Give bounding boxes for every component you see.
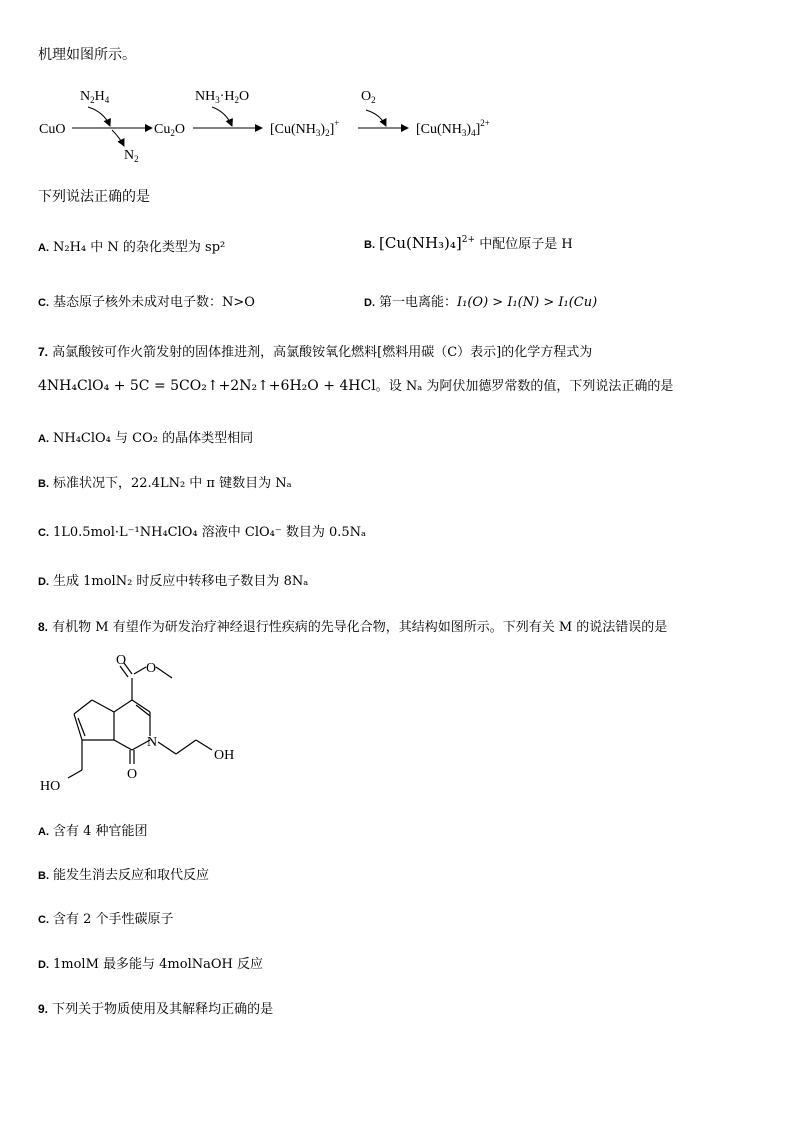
atom-ho: HO xyxy=(40,779,61,794)
scheme-complex-1: $[Cu(NH_3)_2]^+$ xyxy=(270,118,340,138)
curved-arrow-out-1 xyxy=(112,130,124,146)
question-number: 9. xyxy=(38,1002,49,1016)
q6-option-c[interactable] xyxy=(38,291,255,310)
molecule-m-structure xyxy=(30,650,270,800)
option-label: A. xyxy=(38,433,49,445)
q8-option-b[interactable] xyxy=(38,864,209,883)
option-label: D. xyxy=(364,297,375,309)
atom-oh: OH xyxy=(214,748,235,763)
q7-equation-line xyxy=(38,375,673,394)
atom-o-carbonyl: O xyxy=(116,653,127,668)
reaction-scheme xyxy=(0,80,794,170)
scheme-cu2o: $Cu_2O$ xyxy=(154,122,185,138)
q6-stem: 下列说法正确的是 xyxy=(38,189,150,205)
option-charge: 2+ xyxy=(461,235,476,245)
q7-option-d[interactable] xyxy=(38,570,308,589)
option-label: A. xyxy=(38,826,49,838)
question-text: 高氯酸铵可作火箭发射的固体推进剂，高氯酸铵氧化燃料[燃料用碳（C）表示]的化学方程式为 xyxy=(52,345,593,360)
option-label: D. xyxy=(38,576,49,588)
option-label: B. xyxy=(364,239,375,251)
question-number: 8. xyxy=(38,620,49,634)
option-text: 能发生消去反应和取代反应 xyxy=(53,868,210,883)
option-formula: [Cu(NH₃)₄] xyxy=(379,234,462,252)
q7-option-b[interactable] xyxy=(38,472,292,491)
q6-option-d[interactable] xyxy=(364,291,597,310)
option-text: 基态原子核外未成对电子数：N>O xyxy=(53,295,255,310)
option-label: B. xyxy=(38,478,49,490)
option-label: C. xyxy=(38,527,49,539)
q8-option-d[interactable] xyxy=(38,953,263,972)
atom-o-ester: O xyxy=(146,661,157,676)
scheme-o2: $O_2$ xyxy=(361,89,376,105)
scheme-n2h4: $N_2H_4$ xyxy=(80,89,110,105)
q8-option-a[interactable] xyxy=(38,820,148,839)
q9-stem xyxy=(38,998,273,1017)
intro-text: 机理如图所示。 xyxy=(38,47,136,63)
q7-option-a[interactable] xyxy=(38,427,253,446)
curved-arrow-in-1 xyxy=(88,107,110,126)
q8-option-c[interactable] xyxy=(38,908,174,927)
option-label: B. xyxy=(38,870,49,882)
q8-stem xyxy=(38,616,667,635)
option-text: 含有 2 个手性碳原子 xyxy=(53,912,174,927)
scheme-n2: $N_2$ xyxy=(124,148,139,164)
option-text: 第一电离能： xyxy=(379,295,458,310)
question-number: 7. xyxy=(38,345,49,359)
curved-arrow-in-3 xyxy=(366,110,386,126)
option-text: 中配位原子是 H xyxy=(479,237,573,252)
option-label: D. xyxy=(38,959,49,971)
option-label: C. xyxy=(38,914,49,926)
q7-stem xyxy=(38,341,592,360)
q6-option-a[interactable] xyxy=(38,236,225,255)
option-text: NH₄ClO₄ 与 CO₂ 的晶体类型相同 xyxy=(53,431,254,446)
atom-n: N xyxy=(147,735,158,750)
option-text: 标准状况下，22.4LN₂ 中 π 键数目为 Nₐ xyxy=(53,476,292,491)
option-text: 含有 4 种官能团 xyxy=(53,824,148,839)
q6-option-b[interactable] xyxy=(364,233,573,252)
option-text: 生成 1molN₂ 时反应中转移电子数目为 8Nₐ xyxy=(53,574,309,589)
option-text: N₂H₄ 中 N 的杂化类型为 sp² xyxy=(53,240,226,255)
option-formula: I₁(O) > I₁(N) > I₁(Cu) xyxy=(457,295,598,310)
scheme-nh3h2o: $NH_3\cdot H_2O$ xyxy=(195,89,250,105)
option-text: 1L0.5mol·L⁻¹NH₄ClO₄ 溶液中 ClO₄⁻ 数目为 0.5Nₐ xyxy=(53,525,367,540)
curved-arrow-in-2 xyxy=(212,107,232,126)
atom-o-amide: O xyxy=(127,767,138,782)
option-text: 1molM 最多能与 4molNaOH 反应 xyxy=(53,957,263,972)
question-text: 下列关于物质使用及其解释均正确的是 xyxy=(52,1002,274,1017)
question-text: 有机物 M 有望作为研发治疗神经退行性疾病的先导化合物，其结构如图所示。下列有关 M 的说法错误的是 xyxy=(52,620,668,635)
option-label: A. xyxy=(38,242,49,254)
scheme-complex-2: $[Cu(NH_3)_4]^{2+}$ xyxy=(416,118,490,138)
scheme-cuo: CuO xyxy=(39,122,66,137)
option-label: C. xyxy=(38,297,49,309)
q7-option-c[interactable] xyxy=(38,521,366,540)
equation-tail-text: 。设 Nₐ 为阿伏加德罗常数的值，下列说法正确的是 xyxy=(375,379,674,394)
chemical-equation: 4NH₄ClO₄ + 5C = 5CO₂↑+2N₂↑+6H₂O + 4HCl xyxy=(38,378,376,394)
